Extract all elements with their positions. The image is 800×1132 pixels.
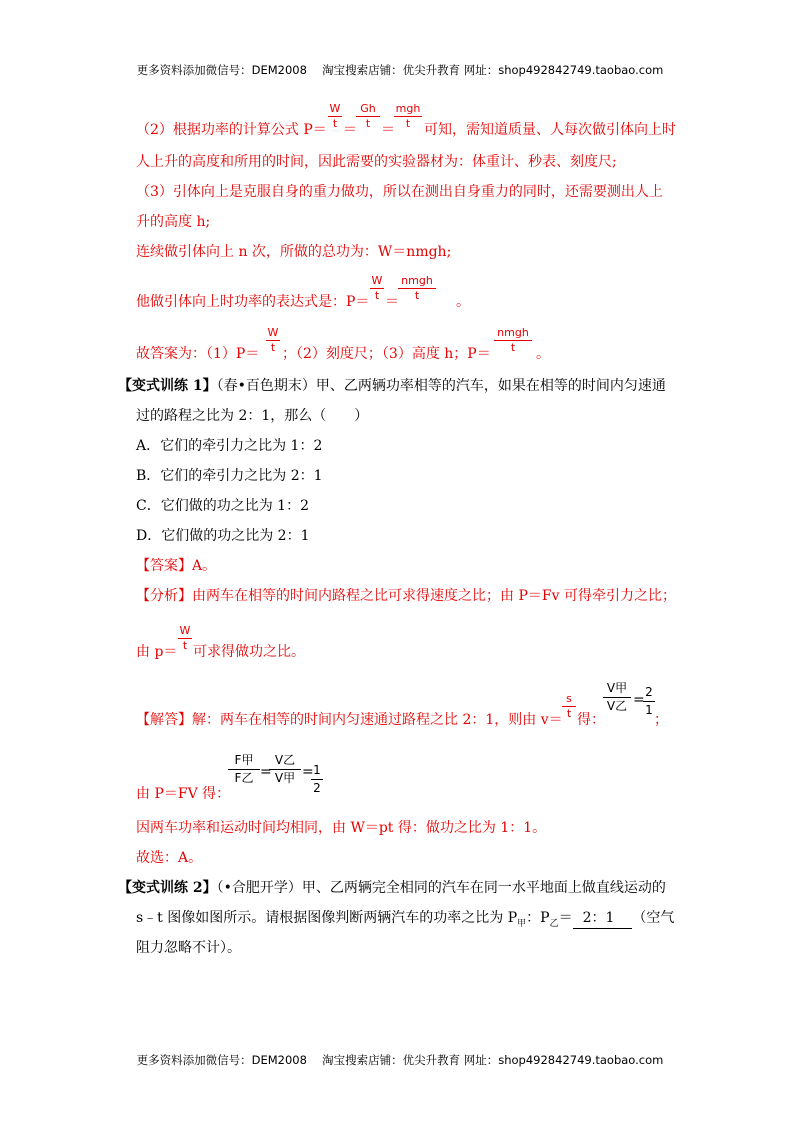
option-d: D．它们做的功之比为 2：1: [136, 528, 310, 544]
denominator: 2: [313, 781, 321, 795]
fraction: [603, 680, 631, 715]
denominator: t: [374, 289, 380, 302]
fraction: [228, 752, 260, 787]
numerator: nmgh: [494, 326, 532, 341]
text: 故答案为：（1）P＝: [136, 346, 260, 362]
fraction: [269, 752, 301, 787]
fraction: [398, 274, 436, 303]
subscript: 乙: [549, 918, 559, 929]
numerator: W: [329, 102, 341, 115]
option-b: B．它们的牵引力之比为 2：1: [136, 468, 323, 484]
denominator: 1: [645, 703, 653, 717]
equals: ＝: [381, 122, 395, 138]
numerator: W: [371, 274, 383, 287]
text: 。: [536, 346, 550, 362]
fraction: [311, 762, 323, 797]
denominator: t: [405, 117, 411, 130]
text: ＝: [558, 910, 573, 926]
denominator: V甲: [274, 771, 296, 785]
text: s﹣t 图像如图所示。请根据图像判断两辆汽车的功率之比为 P: [136, 910, 518, 926]
text: 由 P＝FV 得：: [136, 786, 231, 802]
text-line: （3）引体向上是克服自身的重力做功，所以在测出自身重力的同时，还需要测出人上: [136, 184, 663, 200]
fraction: [494, 326, 532, 355]
equals: =: [260, 764, 272, 780]
subscript: 甲: [517, 918, 527, 929]
option-a: A．它们的牵引力之比为 1：2: [136, 438, 323, 454]
numerator: Gh: [356, 102, 380, 117]
solution: 【解答】解：两车在相等的时间内匀速通过路程之比 2：1，则由 v＝: [136, 712, 563, 728]
page-footer: 更多资料添加微信号：DEM2008 淘宝搜索店铺：优尖升教育 网址：shop492842749.taobao.com: [136, 1053, 664, 1067]
question-text: （春•百色期末）甲、乙两辆功率相等的汽车，如果在相等的时间内匀速通: [216, 378, 666, 394]
numerator: W: [179, 624, 191, 637]
fraction: [370, 274, 384, 303]
answer-blank: 2：1: [573, 908, 633, 929]
text-line: 人上升的高度和所用的时间，因此需要的实验器材为：体重计、秒表、刻度尺;: [136, 154, 617, 170]
equals: =: [633, 692, 645, 708]
final-choice: 故选：A。: [136, 850, 203, 866]
denominator: t: [414, 289, 420, 302]
numerator: nmgh: [398, 274, 436, 289]
analysis: 【分析】由两车在相等的时间内路程之比可求得速度之比；由 P＝Fv 可得牵引力之比；: [136, 588, 676, 604]
numerator: s: [562, 692, 576, 707]
text: 由 p＝: [136, 644, 178, 660]
numerator: 2: [643, 684, 655, 702]
numerator: V甲: [603, 680, 631, 698]
text: （2）根据功率的计算公式 P＝: [136, 122, 327, 138]
text: 。: [456, 294, 470, 310]
numerator: 1: [311, 762, 323, 780]
denominator: V乙: [606, 699, 628, 713]
equals: ＝: [343, 122, 357, 138]
question-text: 阻力忽略不计）。: [136, 940, 241, 956]
text: 可求得做功之比。: [193, 644, 305, 660]
fraction: [562, 692, 576, 721]
text-line: 连续做引体向上 n 次，所做的总功为：W＝nmgh;: [136, 244, 452, 260]
denominator: t: [270, 341, 276, 354]
text: ；: [654, 712, 668, 728]
text: 得：: [577, 712, 605, 728]
fraction: [266, 326, 280, 355]
text: （空气: [632, 910, 675, 926]
answer: 【答案】A。: [136, 558, 217, 574]
text-line: 升的高度 h;: [136, 214, 211, 230]
equals: =: [302, 764, 314, 780]
fraction: [394, 102, 422, 131]
fraction: [328, 102, 342, 131]
question-2: [118, 878, 666, 898]
option-c: C．它们做的功之比为 1：2: [136, 498, 309, 514]
text: 可知，需知道质量、人每次做引体向上时: [424, 122, 676, 138]
denominator: t: [365, 117, 371, 130]
text: 他做引体向上时功率的表达式是：P＝: [136, 294, 370, 310]
page-header: 更多资料添加微信号：DEM2008 淘宝搜索店铺：优尖升教育 网址：shop492842749.taobao.com: [136, 63, 664, 77]
text-line: [136, 120, 327, 140]
text: ；（2）刻度尺；（3）高度 h；P＝: [282, 346, 491, 362]
question-text: 过的路程之比为 2：1，那么（ ）: [136, 408, 369, 424]
text: ：P: [526, 910, 550, 926]
numerator: F甲: [228, 752, 260, 770]
fraction: [178, 624, 192, 653]
denominator: t: [182, 639, 188, 652]
question-1: [118, 376, 666, 396]
numerator: W: [267, 326, 279, 339]
question-tag: 【变式训练 1】: [118, 378, 217, 394]
fraction: [356, 102, 380, 131]
denominator: t: [566, 707, 572, 720]
numerator: V乙: [269, 752, 301, 770]
numerator: mgh: [395, 102, 421, 115]
denominator: t: [332, 117, 338, 130]
equals: ＝: [385, 294, 399, 310]
denominator: t: [510, 341, 516, 354]
question-text: （•合肥开学）甲、乙两辆完全相同的汽车在同一水平地面上做直线运动的: [216, 880, 666, 896]
denominator: F乙: [234, 771, 254, 785]
question-text: [136, 908, 674, 934]
solution: 因两车功率和运动时间均相同，由 W＝pt 得：做功之比为 1：1。: [136, 820, 547, 836]
question-tag: 【变式训练 2】: [118, 880, 217, 896]
